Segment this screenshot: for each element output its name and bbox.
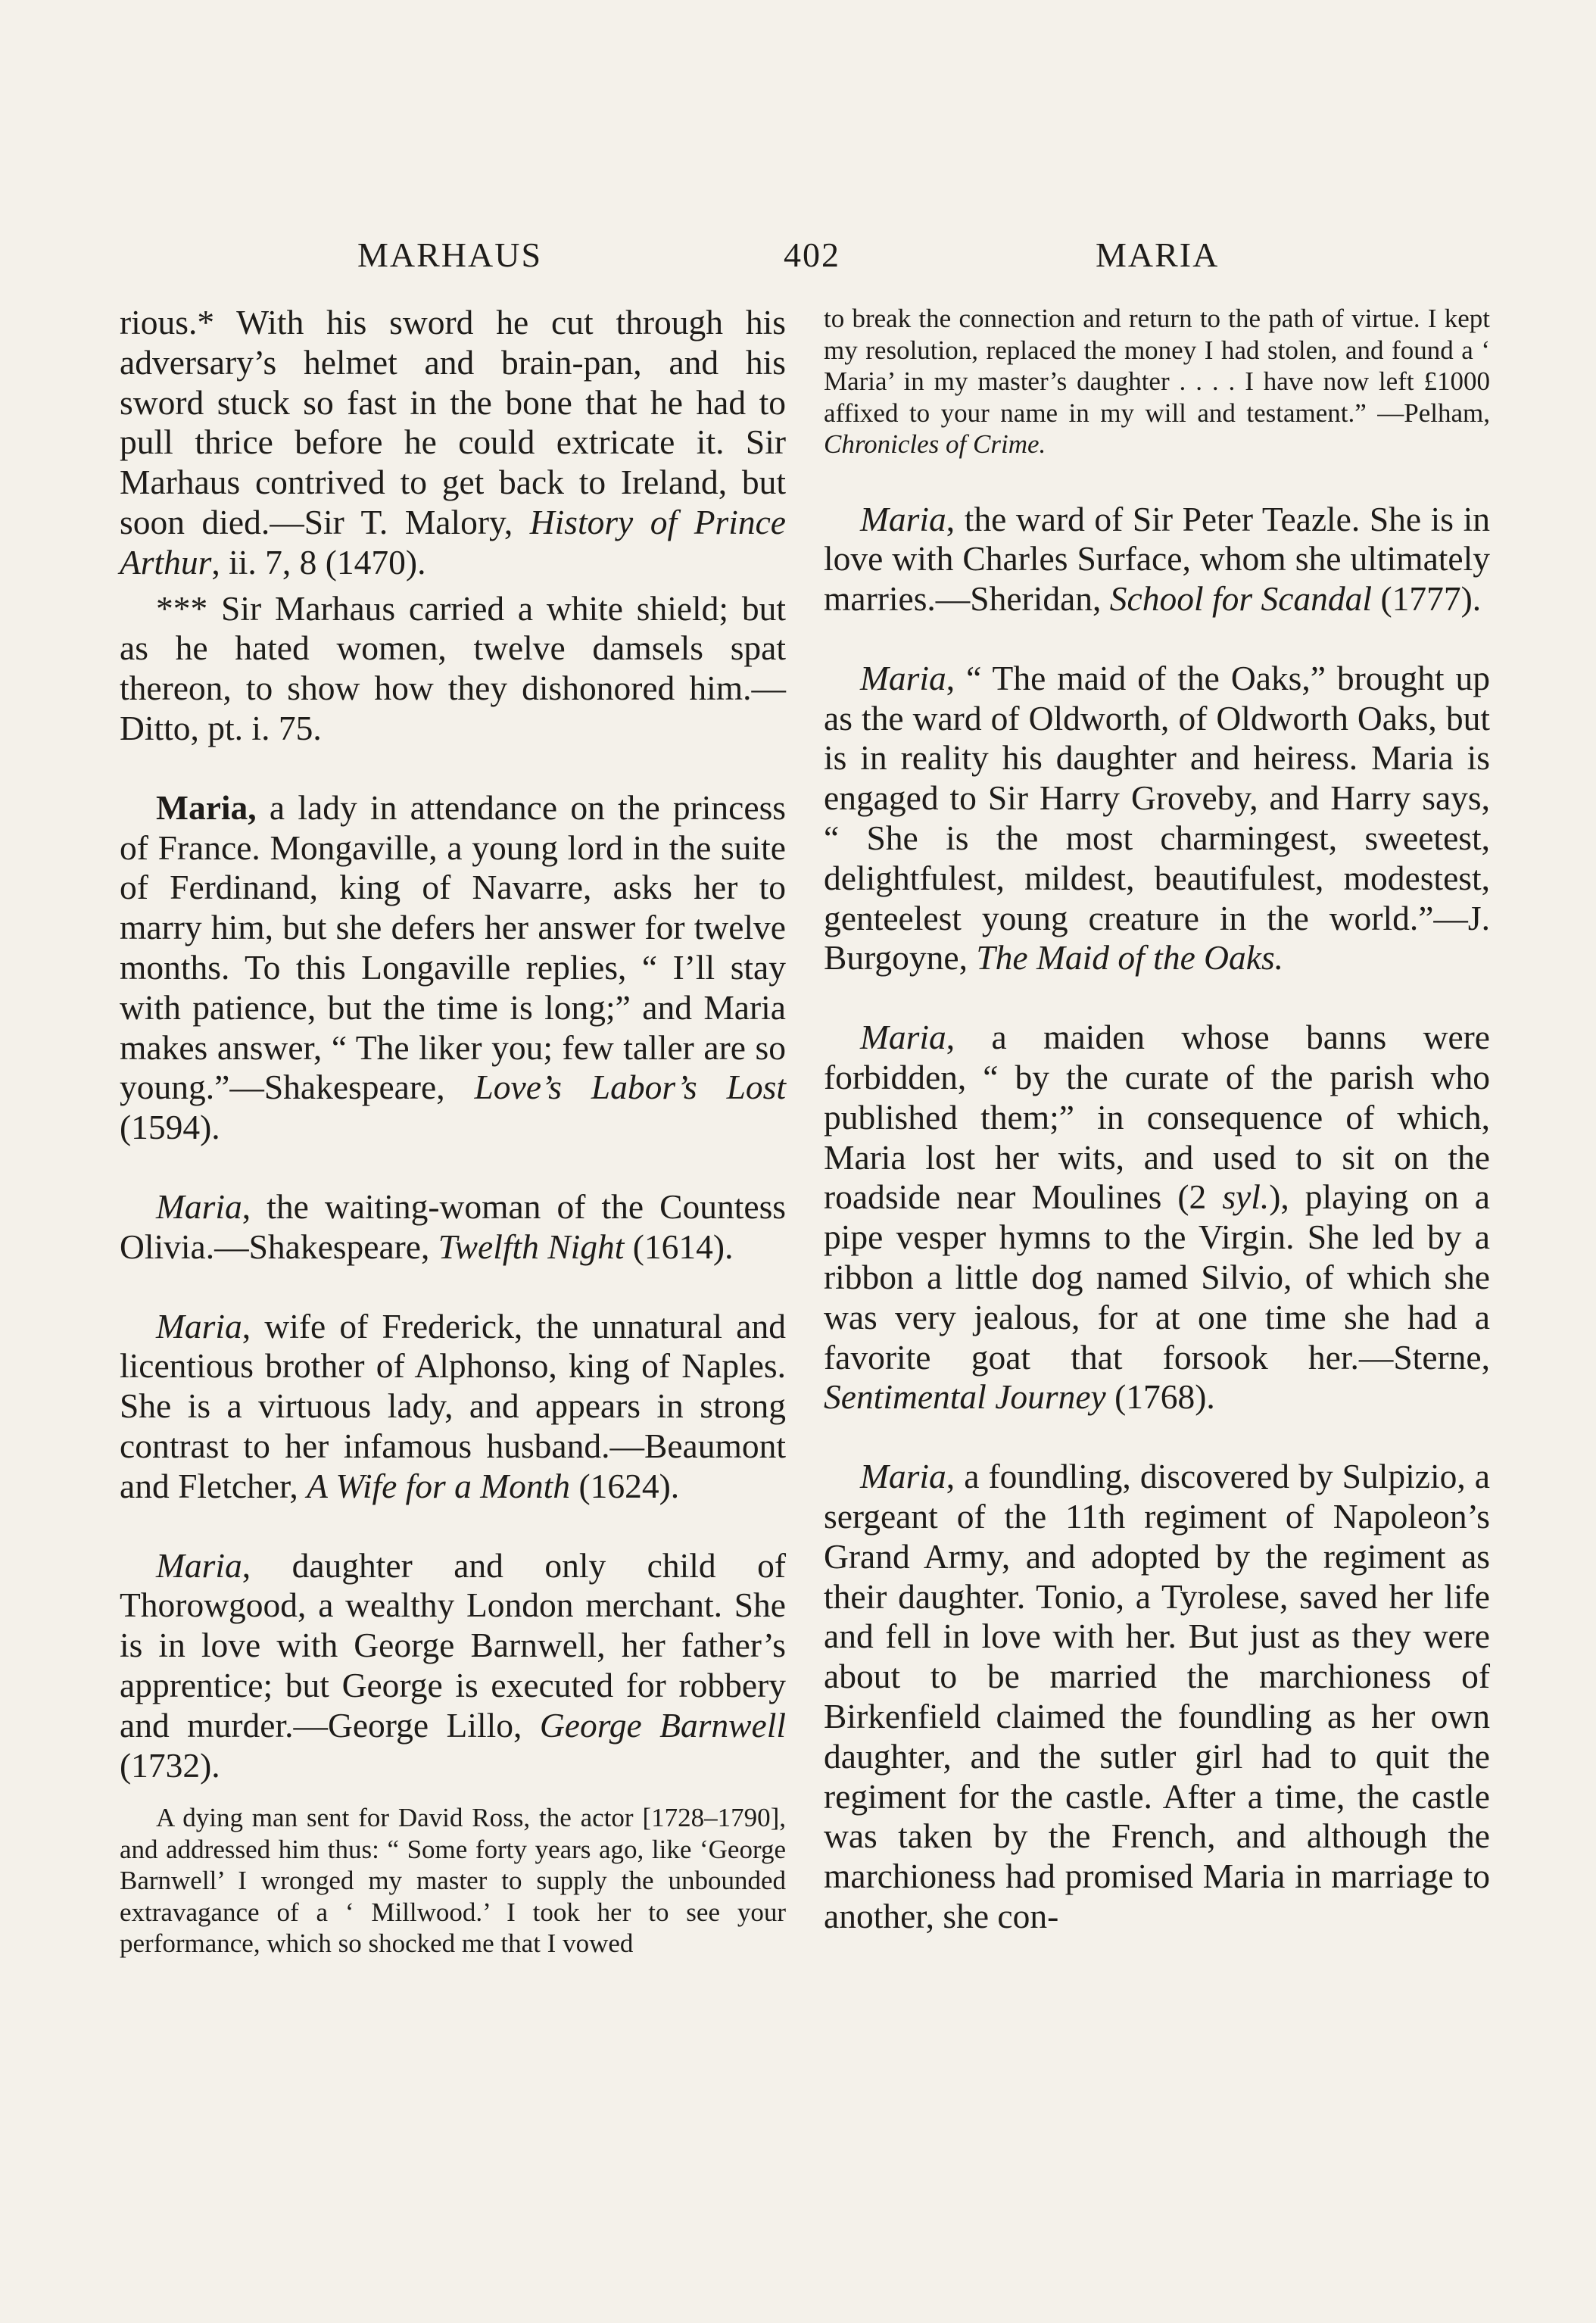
text-run: ), playing on a pipe vesper hymns to the Virgin. She led by a ribbon a little dog named Silvio, of which she was very jealous, for at one time she had a favorite goat that forsook her.—Sterne, [824, 1177, 1490, 1377]
italic-run: Maria [860, 1457, 946, 1496]
entry-maria-maid-of-the-oaks [824, 659, 1490, 978]
text-run: , a foundling, discovered by Sulpizio, a sergeant of the 11th regiment of Napoleon’s Grand Army, and adopted by the regiment as their daughter. Tonio, a Tyrolese, saved her life and fell in love with her. But just as they were about to be married the marchioness of Birkenfield claimed the foundling as her own daughter, and the sutler girl had to quit the regiment for the castle. After a time, the castle was taken by the French, and although the marchioness had promised Maria in marriage to another, she con- [824, 1457, 1490, 1935]
left-column [120, 303, 786, 1960]
text-run: to break the connection and return to the path of virtue. I kept my resolution, replaced the money I had stolen, and found a ‘ Maria’ in my master’s daughter . . . . I have now left £1000 affixed to your name in my will and testament.” —Pelham, [824, 304, 1490, 428]
text-run: , wife of Frederick, the unnatural and licentious brother of Alphonso, king of Naples. She is a virtuous lady, and appears in strong contrast to her infamous husband.—Beaumont and Fletcher, [120, 1306, 786, 1505]
text-run: , “ The maid of the Oaks,” brought up as the ward of Oldworth, of Oldworth Oaks, but is in reality his daughter and heiress. Maria is engaged to Sir Harry Groveby, and Harry says, “ She is the most charmingest, sweetest, delightfulest, mildest, beautifulest, modestest, genteelest young creature in the world.”—J. Burgoyne, [824, 658, 1490, 978]
header-right-word: MARIA [1096, 235, 1220, 274]
text-run: , daughter and only child of Thorowgood, a wealthy London merchant. She is in love with George Barnwell, her father’s apprentice; but George is executed for robbery and murder.—George Lillo, [120, 1545, 786, 1745]
italic-run: Chronicles of Crime. [824, 429, 1046, 459]
entry-maria-george-barnwell [120, 1546, 786, 1786]
header-left-word: MARHAUS [357, 235, 543, 274]
barnwell-anecdote [120, 1802, 786, 1960]
text-run: *** Sir Marhaus carried a white shield; but as he hated women, twelve damsels spat thereon, to show how they dishonored him.—Ditto, pt. i. 75. [120, 588, 786, 747]
text-run: rious.* With his sword he cut through his adversary’s helmet and brain-pan, and his sword stuck so fast in the bone that he had to pull thrice before he could extricate it. Sir Marhaus contrived to get back to Ireland, but soon died.—Sir T. Malory, [120, 303, 786, 541]
headword: Maria, [156, 787, 257, 827]
text-run: , the ward of Sir Peter Teazle. She is in love with Charles Surface, whom she ultimately marries.—Sheridan, [824, 499, 1490, 619]
italic-run: Twelfth Night [438, 1227, 625, 1266]
entry-maria-loves-labors-lost [120, 788, 786, 1148]
italic-run: Maria [156, 1306, 242, 1345]
italic-run: Maria [860, 499, 946, 538]
italic-run: Love’s Labor’s Lost [474, 1068, 786, 1107]
italic-run: Maria [860, 1018, 946, 1057]
italic-run: A Wife for a Month [307, 1466, 571, 1505]
italic-run: School for Scandal [1109, 579, 1373, 619]
text-run: , ii. 7, 8 (1470). [211, 542, 426, 582]
entry-maria-school-for-scandal [824, 500, 1490, 619]
italic-run: Maria [156, 1545, 242, 1585]
italic-run: History of Prince Arthur [120, 502, 786, 582]
italic-run: George Barnwell [539, 1705, 787, 1745]
text-run: a lady in attendance on the princess of France. Mongaville, a young lord in the suite of Ferdinand, king of Navarre, asks her to marry him, but she defers her answer for twelve months. To this Longaville replies, “ I’ll stay with patience, but the time is long;” and Maria makes answer, “ The liker you; few taller are so young.”—Shakespeare, [120, 787, 786, 1107]
text-run: A dying man sent for David Ross, the actor [1728–1790], and addressed him thus: “ Some forty years ago, like ‘George Barnwell’ I wronged my master to supply the unbounded extravagance of a ‘ Millwood.’ I took her to see your performance, which so shocked me that I vowed [120, 1803, 786, 1959]
italic-run: Sentimental Journey [824, 1377, 1106, 1417]
marhaus-entry-continuation [120, 303, 786, 583]
text-run: , a maiden whose banns were forbidden, “ by the curate of the parish who published them;” in consequence of which, Maria lost her wits, and used to sit on the roadside near Moulines (2 [824, 1018, 1490, 1217]
entry-maria-sentimental-journey [824, 1018, 1490, 1417]
page-number: 402 [784, 235, 840, 274]
text-run: (1624). [570, 1466, 680, 1505]
text-run: (1614). [624, 1227, 734, 1266]
text-run: (1768). [1105, 1377, 1215, 1417]
italic-run: The Maid of the Oaks. [976, 938, 1284, 978]
entry-maria-foundling [824, 1457, 1490, 1937]
right-column [824, 303, 1490, 1937]
barnwell-anecdote-continuation [824, 303, 1490, 460]
entry-maria-wife-for-a-month [120, 1307, 786, 1507]
italic-run: Maria [156, 1186, 242, 1226]
italic-run: Maria [860, 658, 946, 697]
text-run: (1777). [1372, 579, 1482, 619]
marhaus-note [120, 589, 786, 749]
running-header [114, 235, 1484, 280]
text-run: (1732). [120, 1745, 220, 1785]
text-run: , the waiting-woman of the Countess Olivia.—Shakespeare, [120, 1186, 786, 1266]
text-run: (1594). [120, 1108, 220, 1147]
entry-maria-twelfth-night [120, 1187, 786, 1268]
italic-run: syl. [1222, 1177, 1270, 1217]
